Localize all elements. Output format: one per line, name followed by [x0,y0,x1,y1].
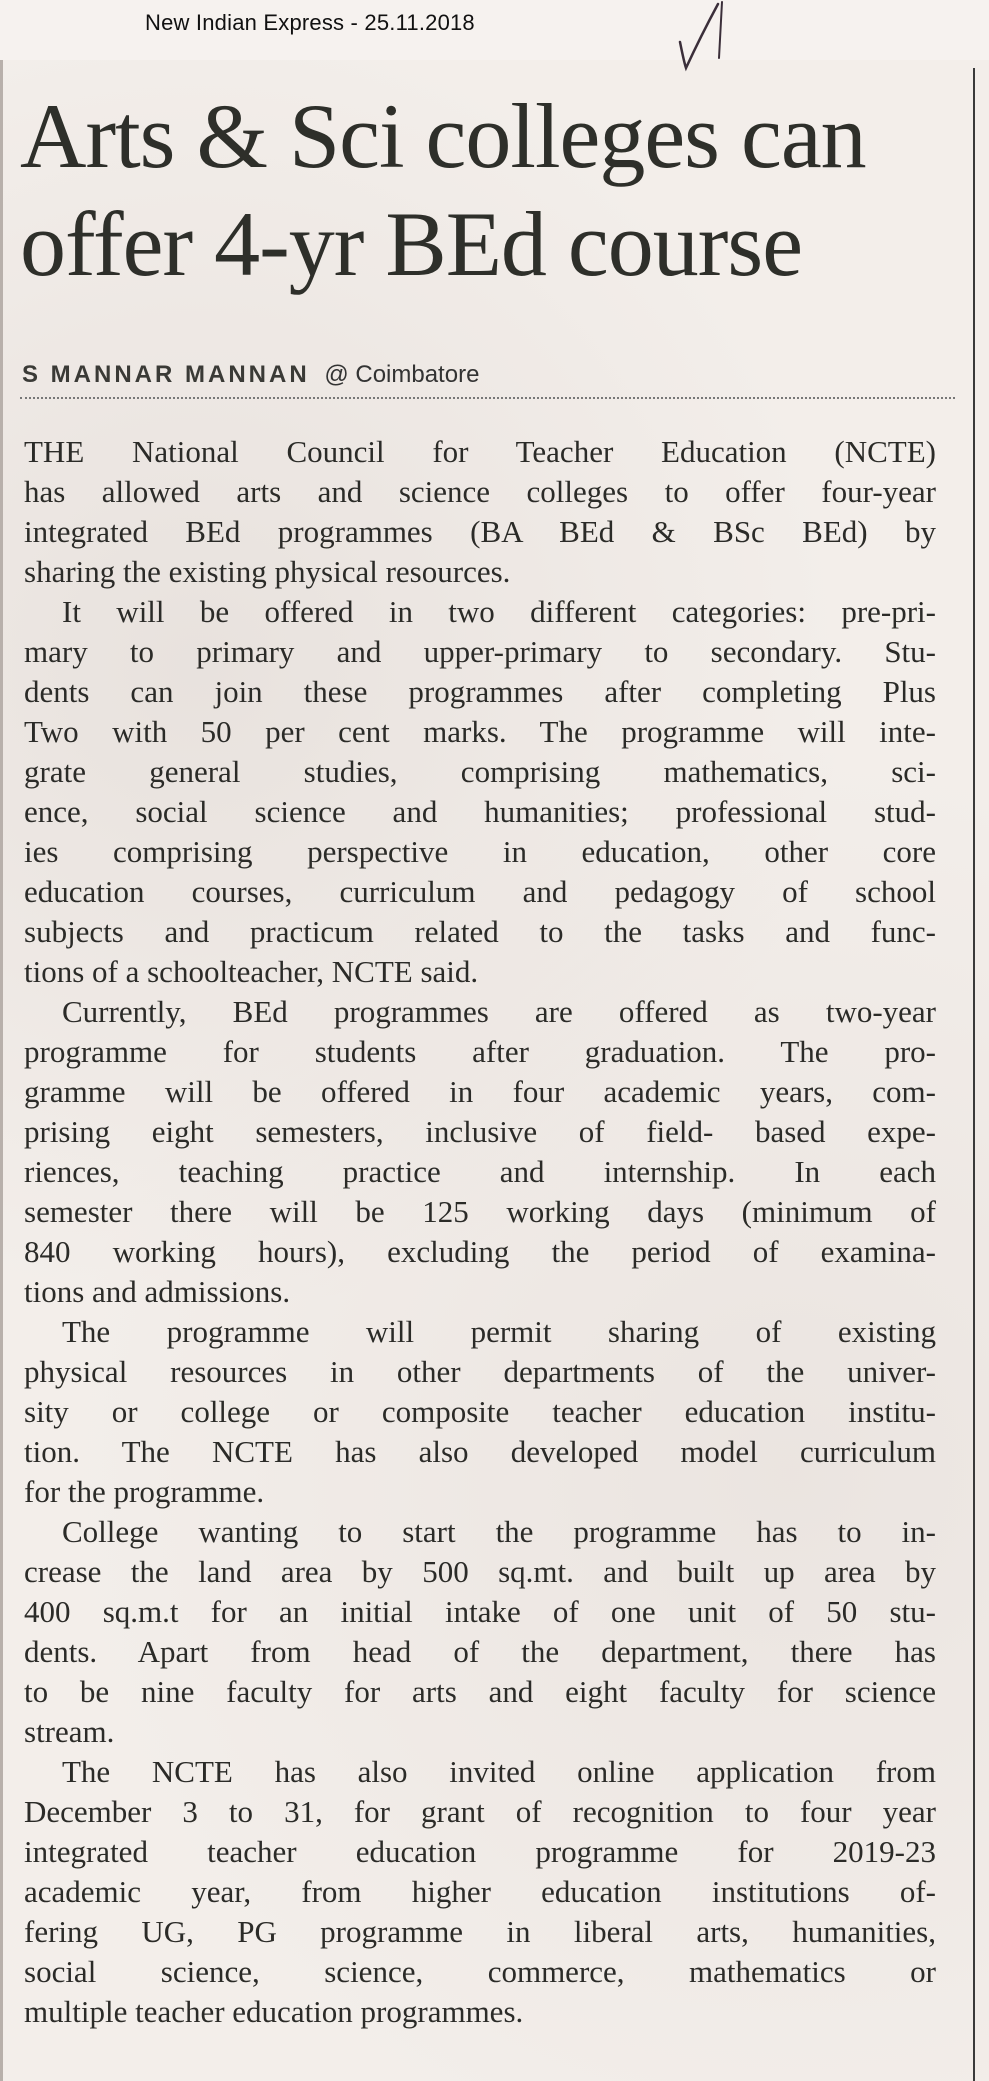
column-rule [973,68,975,2081]
article-line: fering UG, PG programme in liberal arts, humanities, [24,1914,936,1949]
article-line: riences, teaching practice and internship. In each [24,1154,936,1189]
article-line: The programme will permit sharing of existing [62,1314,936,1349]
article-line: prising eight semesters, inclusive of field- based expe- [24,1114,936,1149]
article-line: It will be offered in two different categories: pre-pri- [62,594,936,629]
article-line: 840 working hours), excluding the period of examina- [24,1234,936,1269]
article-line: to be nine faculty for arts and eight faculty for science [24,1674,936,1709]
clipping-left-edge [0,60,3,2081]
article-line: integrated BEd programmes (BA BEd & BSc BEd) by [24,514,936,549]
article-line: stream. [24,1714,115,1749]
article-line: semester there will be 125 working days (minimum of [24,1194,936,1229]
article-line: programme for students after graduation. The pro- [24,1034,936,1069]
article-line: for the programme. [24,1474,265,1509]
article-line: dents. Apart from head of the department, there has [24,1634,936,1669]
article-line: gramme will be offered in four academic years, com- [24,1074,936,1109]
article-line: multiple teacher education programmes. [24,1994,524,2029]
article-line: academic year, from higher education institutions of- [24,1874,936,1909]
article-line: crease the land area by 500 sq.mt. and built up area by [24,1554,936,1589]
article-line: mary to primary and upper-primary to secondary. Stu- [24,634,936,669]
article-line: Two with 50 per cent marks. The programme will inte- [24,714,936,749]
source-label: New Indian Express - 25.11.2018 [145,10,475,35]
article-paragraph [24,1512,936,1752]
article-line: Currently, BEd programmes are offered as two-year [62,994,936,1029]
article-line: has allowed arts and science colleges to offer four-year [24,474,936,509]
article-line: THE National Council for Teacher Education (NCTE) [24,434,936,469]
article-line: ence, social science and humanities; professional stud- [24,794,936,829]
article-line: sity or college or composite teacher education institu- [24,1394,936,1429]
article-line: The NCTE has also invited online application from [62,1754,936,1789]
byline [22,361,479,389]
headline-line-1: Arts & Sci colleges can [20,85,866,187]
article-line: 400 sq.m.t for an initial intake of one unit of 50 stu- [24,1594,936,1629]
article-paragraph [24,992,936,1312]
article-line: social science, science, commerce, mathematics or [24,1954,936,1989]
article-body [24,432,936,2032]
headline-line-2: offer 4-yr BEd course [20,193,803,295]
article-line: physical resources in other departments of the univer- [24,1354,936,1389]
article-line: College wanting to start the programme has to in- [62,1514,936,1549]
article-paragraph [24,1752,936,2032]
article-paragraph [24,1312,936,1512]
article-line: subjects and practicum related to the tasks and func- [24,914,936,949]
article-line: grate general studies, comprising mathematics, sci- [24,754,936,789]
article-line: integrated teacher education programme for 2019-23 [24,1834,936,1869]
article-line: education courses, curriculum and pedagogy of school [24,874,936,909]
article-line: December 3 to 31, for grant of recognition to four year [24,1794,936,1829]
byline-divider [20,397,955,399]
article-line: tion. The NCTE has also developed model curriculum [24,1434,936,1469]
byline-author: S MANNAR MANNAN [22,361,310,388]
handwritten-checkmark-icon [670,0,750,75]
article-paragraph [24,432,936,592]
article-line: sharing the existing physical resources. [24,554,511,589]
article-line: tions and admissions. [24,1274,291,1309]
headline [20,82,960,298]
article-line: ies comprising perspective in education, other core [24,834,936,869]
byline-location: @ Coimbatore [324,361,480,388]
article-paragraph [24,592,936,992]
article-line: tions of a schoolteacher, NCTE said. [24,954,479,989]
article-line: dents can join these programmes after completing Plus [24,674,936,709]
